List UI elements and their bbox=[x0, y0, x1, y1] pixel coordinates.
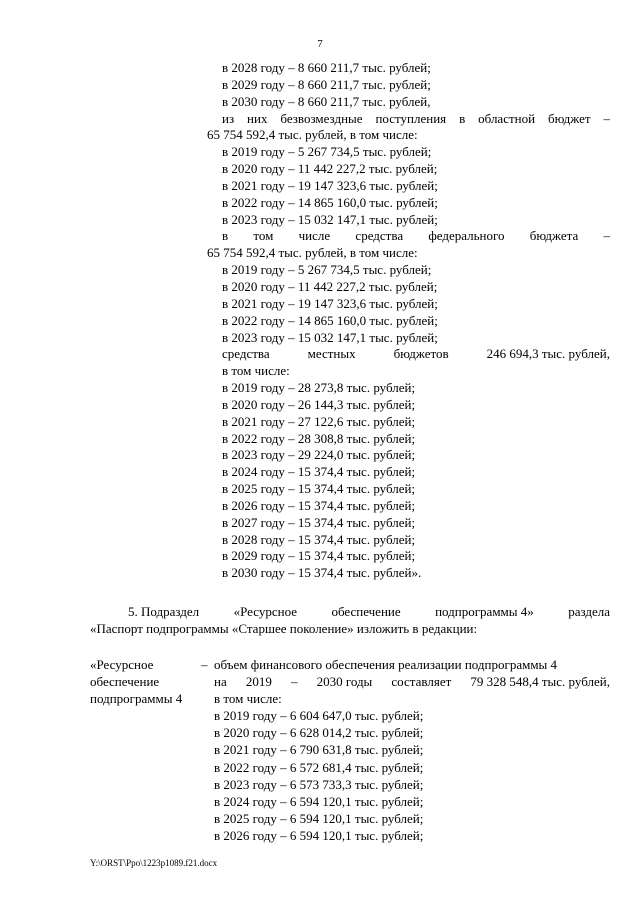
word: числе bbox=[298, 228, 331, 244]
year-line: в 2021 году – 27 122,6 тыс. рублей; bbox=[222, 413, 416, 429]
year-line: в 2023 году – 15 032 147,1 тыс. рублей; bbox=[222, 211, 438, 227]
word: «Ресурсное bbox=[233, 604, 298, 619]
word: том bbox=[253, 228, 274, 244]
year-line: в 2025 году – 15 374,4 тыс. рублей; bbox=[222, 481, 416, 497]
label-line: подпрограммы 4 bbox=[90, 691, 183, 707]
year-line: в 2029 году – 8 660 211,7 тыс. рублей; bbox=[222, 76, 431, 92]
word: местных bbox=[307, 346, 356, 362]
year-line: в 2022 году – 28 308,8 тыс. рублей; bbox=[222, 430, 416, 446]
year-line: в 2028 году – 8 660 211,7 тыс. рублей; bbox=[222, 60, 431, 75]
funding-continuation bbox=[207, 60, 610, 582]
paragraph-5 bbox=[90, 603, 610, 637]
year-line: в 2019 году – 5 267 734,5 тыс. рублей; bbox=[222, 144, 432, 160]
word: федерального bbox=[428, 228, 505, 244]
value-line: объем финансового обеспечения реализации подпрограммы 4 bbox=[214, 657, 558, 672]
year-line: в 2019 году – 6 604 647,0 тыс. рублей; bbox=[214, 708, 424, 724]
year-line: в 2024 году – 15 374,4 тыс. рублей; bbox=[222, 464, 416, 480]
word: безвозмездные bbox=[280, 110, 363, 126]
regional-total: 65 754 592,4 тыс. рублей, в том числе: bbox=[207, 127, 418, 143]
year-line: в 2026 году – 15 374,4 тыс. рублей; bbox=[222, 497, 416, 513]
file-path-footer: Y:\ORST\Ppo\1223p1089.f21.docx bbox=[90, 858, 218, 868]
word: средства bbox=[222, 346, 270, 362]
regional-intro-line bbox=[222, 111, 610, 128]
year-line: в 2026 году – 6 594 120,1 тыс. рублей; bbox=[214, 827, 424, 843]
year-line: в 2024 году – 6 594 120,1 тыс. рублей; bbox=[214, 793, 424, 809]
row-label bbox=[90, 656, 200, 707]
word: поступления bbox=[375, 110, 447, 126]
year-line: в 2023 году – 6 573 733,3 тыс. рублей; bbox=[214, 776, 424, 792]
value-line: в том числе: bbox=[214, 691, 282, 707]
year-line: в 2021 году – 19 147 323,6 тыс. рублей; bbox=[222, 295, 438, 311]
year-line: в 2020 году – 11 442 227,2 тыс. рублей; bbox=[222, 278, 438, 294]
year-line: в 2030 году – 15 374,4 тыс. рублей». bbox=[222, 565, 422, 581]
word: в bbox=[222, 228, 229, 244]
word: средства bbox=[355, 228, 404, 244]
word: 2030 годы bbox=[316, 674, 373, 690]
year-line: в 2025 году – 6 594 120,1 тыс. рублей; bbox=[214, 810, 424, 826]
paragraph-5-line-1 bbox=[90, 603, 610, 620]
word: – bbox=[290, 674, 298, 690]
word: бюджетов bbox=[393, 346, 449, 362]
year-line: в 2020 году – 6 628 014,2 тыс. рублей; bbox=[214, 725, 424, 741]
year-line: в 2020 году – 26 144,3 тыс. рублей; bbox=[222, 396, 416, 412]
paragraph-5-line-2: «Паспорт подпрограммы «Старшее поколение» изложить в редакции: bbox=[90, 621, 478, 636]
federal-intro-line bbox=[222, 228, 610, 245]
word: 79 328 548,4 тыс. рублей, bbox=[470, 674, 610, 690]
word: областной bbox=[478, 110, 536, 126]
word: 5. Подраздел bbox=[128, 604, 200, 619]
value-line bbox=[214, 673, 610, 690]
year-line: в 2021 году – 6 790 631,8 тыс. рублей; bbox=[214, 742, 424, 758]
local-in-total: в том числе: bbox=[222, 363, 290, 379]
word: – bbox=[603, 228, 610, 244]
local-intro-line bbox=[222, 346, 610, 363]
word: в bbox=[459, 110, 466, 126]
word: раздела bbox=[568, 604, 610, 619]
word: подпрограммы 4» bbox=[435, 604, 534, 619]
word: 2019 bbox=[245, 674, 272, 690]
word: них bbox=[247, 110, 268, 126]
word: из bbox=[222, 110, 235, 126]
page-number: 7 bbox=[317, 38, 323, 50]
word: 246 694,3 тыс. рублей, bbox=[486, 346, 610, 362]
word: на bbox=[214, 674, 227, 690]
dash-separator: – bbox=[201, 657, 208, 672]
year-line: в 2019 году – 28 273,8 тыс. рублей; bbox=[222, 380, 416, 396]
word: составляет bbox=[391, 674, 452, 690]
word: бюджета bbox=[529, 228, 579, 244]
year-line: в 2023 году – 29 224,0 тыс. рублей; bbox=[222, 447, 416, 463]
year-line: в 2022 году – 6 572 681,4 тыс. рублей; bbox=[214, 759, 424, 775]
label-line: «Ресурсное bbox=[90, 657, 154, 672]
year-line: в 2022 году – 14 865 160,0 тыс. рублей; bbox=[222, 312, 438, 328]
year-line: в 2030 году – 8 660 211,7 тыс. рублей, bbox=[222, 93, 431, 109]
word: обеспечение bbox=[331, 604, 401, 619]
year-line: в 2019 году – 5 267 734,5 тыс. рублей; bbox=[222, 262, 432, 278]
year-line: в 2028 году – 15 374,4 тыс. рублей; bbox=[222, 531, 416, 547]
year-line: в 2020 году – 11 442 227,2 тыс. рублей; bbox=[222, 161, 438, 177]
year-line: в 2022 году – 14 865 160,0 тыс. рублей; bbox=[222, 194, 438, 210]
word: бюджет bbox=[548, 110, 591, 126]
row-value bbox=[214, 656, 610, 844]
year-line: в 2021 году – 19 147 323,6 тыс. рублей; bbox=[222, 177, 438, 193]
federal-total: 65 754 592,4 тыс. рублей, в том числе: bbox=[207, 245, 418, 261]
year-line: в 2029 году – 15 374,4 тыс. рублей; bbox=[222, 548, 416, 564]
word: – bbox=[603, 110, 610, 126]
year-line: в 2027 году – 15 374,4 тыс. рублей; bbox=[222, 514, 416, 530]
label-line: обеспечение bbox=[90, 674, 160, 690]
year-line: в 2023 году – 15 032 147,1 тыс. рублей; bbox=[222, 329, 438, 345]
